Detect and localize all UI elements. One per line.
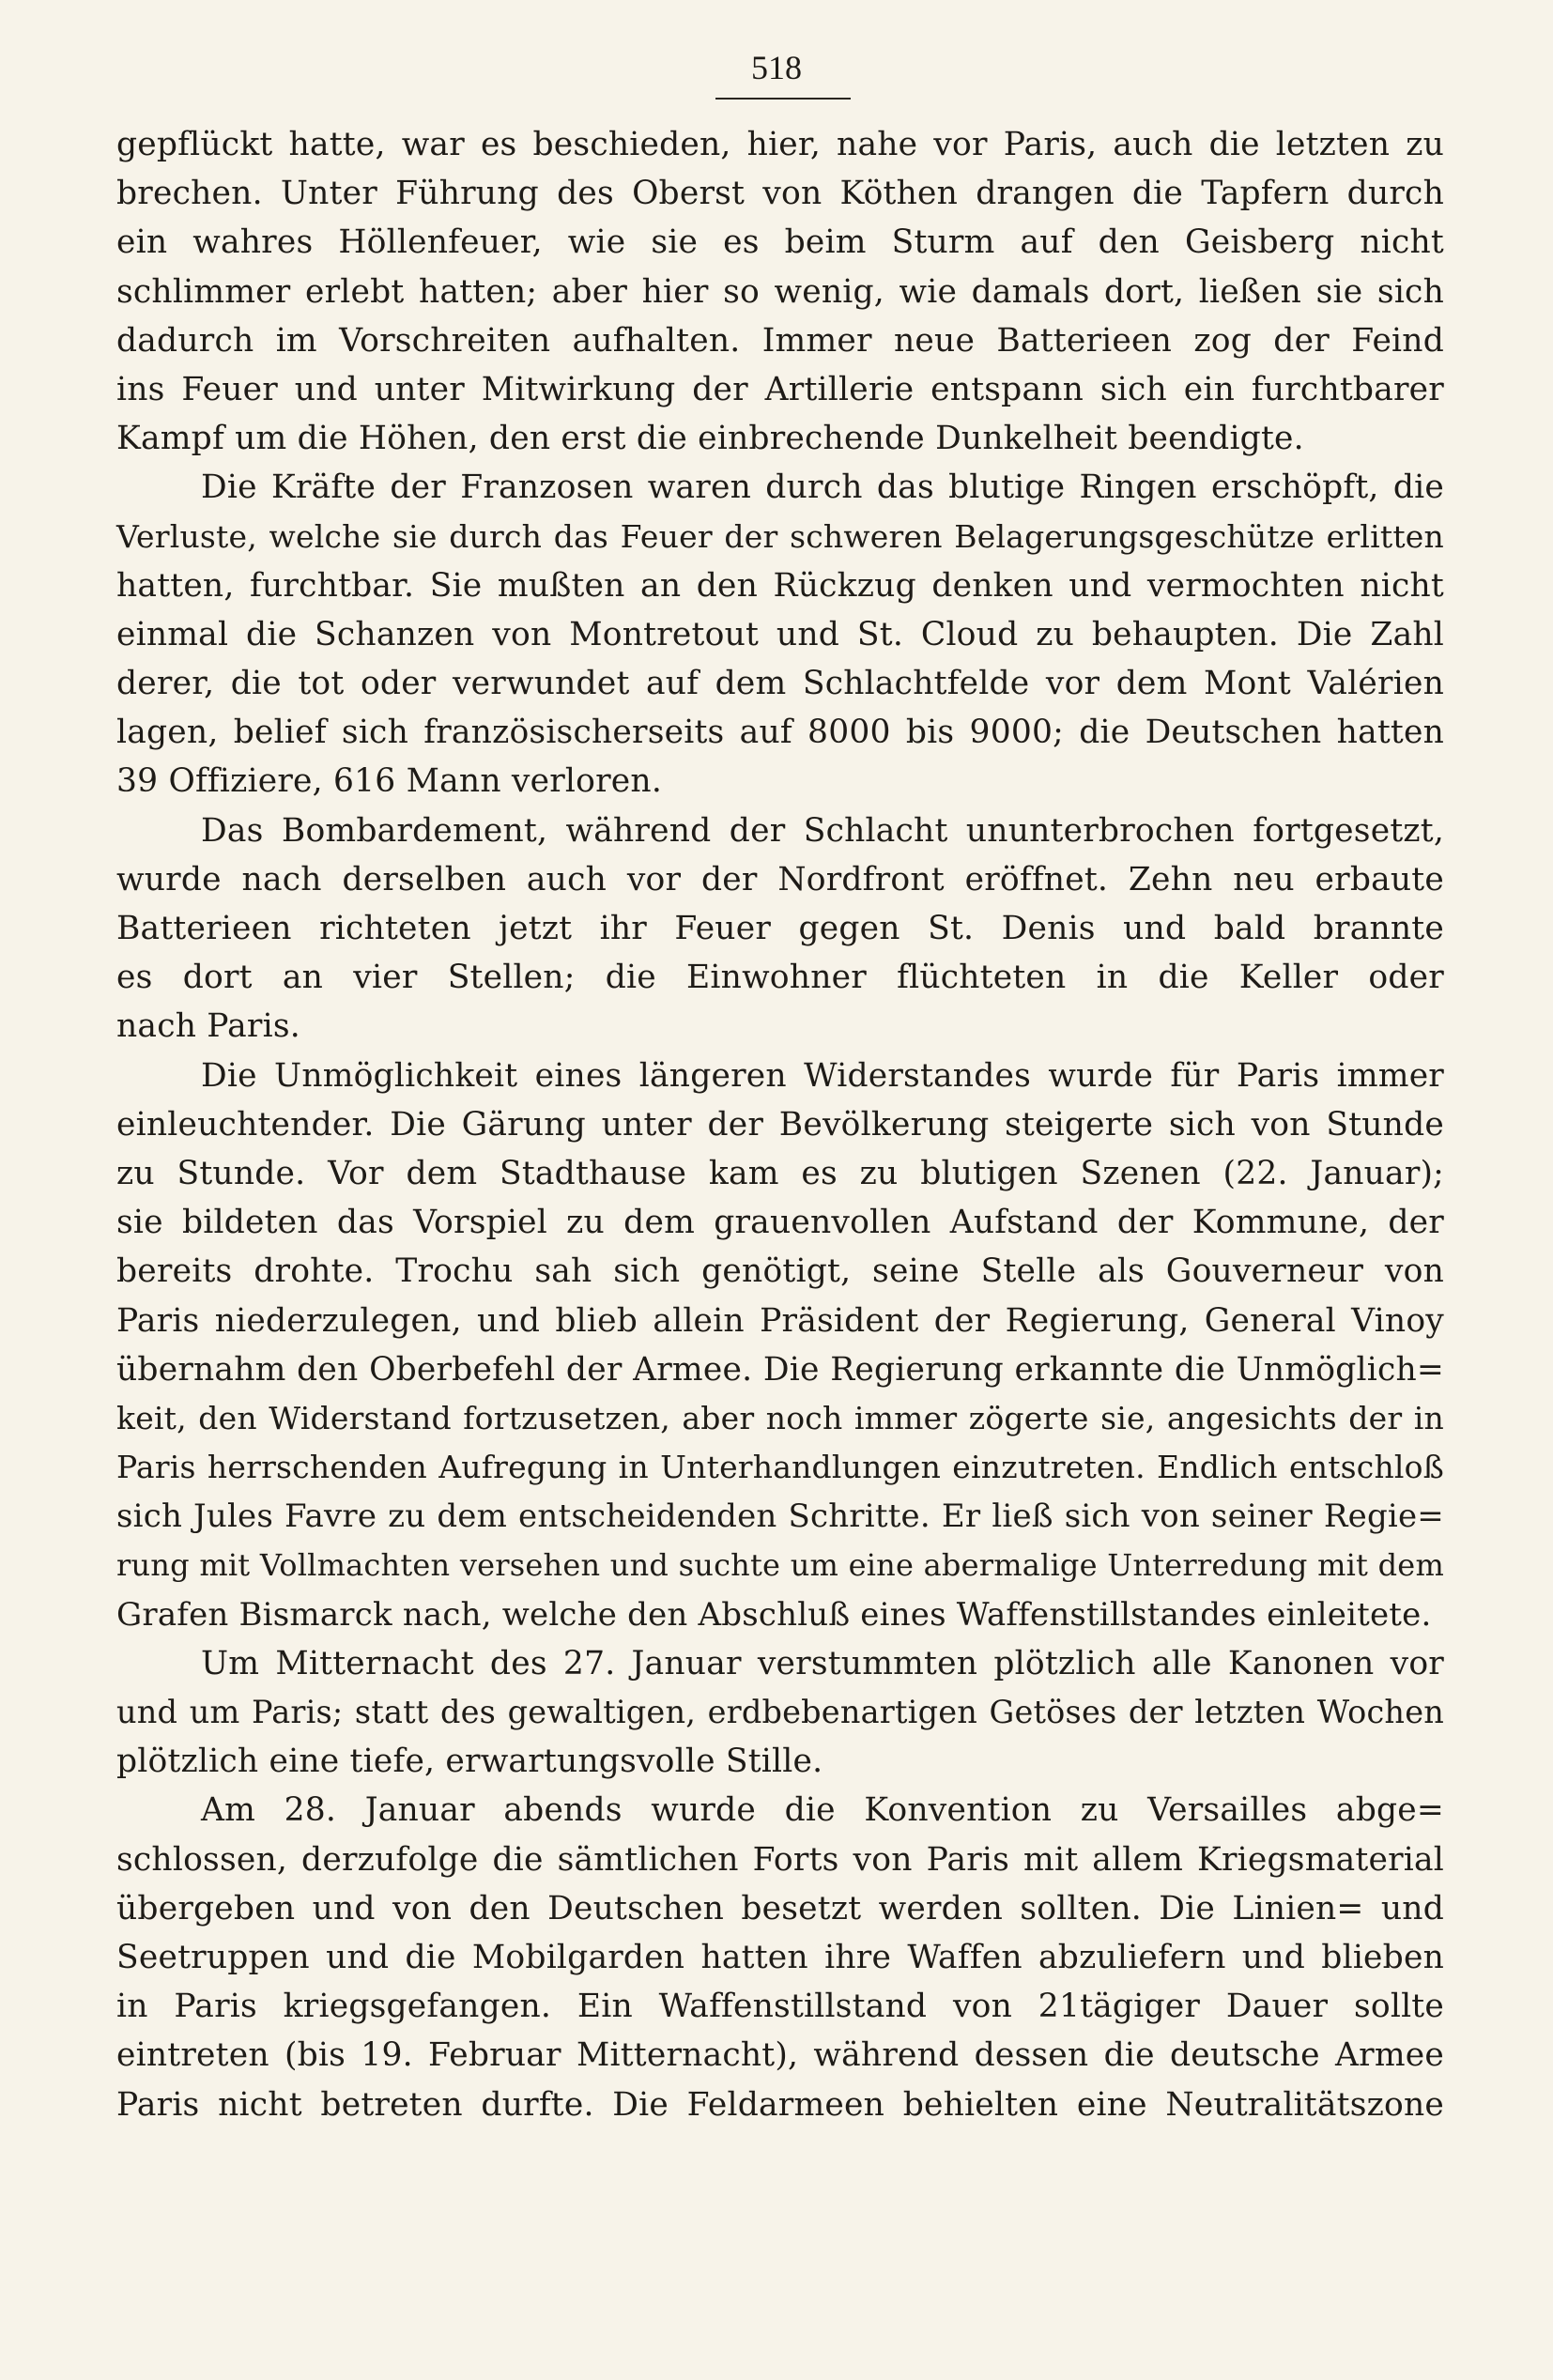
text-line: gepflückt hatte, war es beschieden, hier, nahe vor Paris, auch die letzten zu xyxy=(116,126,1444,163)
paragraph xyxy=(116,806,1444,1052)
text-line: plötzlich eine tiefe, erwartungsvolle Stille. xyxy=(116,1743,823,1781)
text-line: Seetruppen und die Mobilgarden hatten ihre Waffen abzuliefern und blieben xyxy=(116,1938,1444,1976)
text-line: Grafen Bismarck nach, welche den Abschluß eines Waffenstillstandes einleitete. xyxy=(116,1595,1432,1634)
text-line: nach Paris. xyxy=(116,1007,300,1046)
text-line: und um Paris; statt des gewaltigen, erdbebenartigen Getöses der letzten Wochen xyxy=(116,1694,1444,1730)
text-line: Kampf um die Höhen, den erst die einbrechende Dunkelheit beendigte. xyxy=(116,420,1304,458)
text-line: schlossen, derzufolge die sämtlichen Forts von Paris mit allem Kriegsmaterial xyxy=(116,1840,1444,1879)
text-line: bereits drohte. Trochu sah sich genötigt, seine Stelle als Gouverneur von xyxy=(116,1252,1444,1291)
text-line: einmal die Schanzen von Montretout und St. Cloud zu behaupten. Die Zahl xyxy=(116,615,1444,653)
text-line: ins Feuer und unter Mitwirkung der Artillerie entspann sich ein furchtbarer xyxy=(116,370,1444,408)
paragraph xyxy=(116,463,1444,806)
text-line: zu Stunde. Vor dem Stadthause kam es zu blutigen Szenen (22. Januar); xyxy=(116,1154,1444,1192)
text-line: schlimmer erlebt hatten; aber hier so wenig, wie damals dort, ließen sie sich xyxy=(116,272,1444,311)
text-line: sich Jules Favre zu dem entscheidenden Schritte. Er ließ sich von seiner Regie= xyxy=(116,1497,1444,1536)
text-line: Verluste, welche sie durch das Feuer der schweren Belagerungsgeschütze erlitten xyxy=(116,517,1444,555)
text-line: Paris niederzulegen, und blieb allein Präsident der Regierung, General Vinoy xyxy=(116,1301,1444,1340)
text-line: lagen, belief sich französischerseits auf 8000 bis 9000; die Deutschen hatten xyxy=(116,714,1444,752)
text-line: ein wahres Höllenfeuer, wie sie es beim Sturm auf den Geisberg nicht xyxy=(116,223,1444,262)
text-line: Paris nicht betreten durfte. Die Feldarmeen behielten eine Neutralitätszone xyxy=(116,2085,1444,2124)
text-line: Um Mitternacht des 27. Januar verstummten plötzlich alle Kanonen vor xyxy=(201,1644,1444,1682)
text-line: rung mit Vollmachten versehen und suchte um eine abermalige Unterredung mit dem xyxy=(116,1547,1444,1584)
text-line: Die Kräfte der Franzosen waren durch das blutige Ringen erschöpft, die xyxy=(201,468,1444,507)
text-line: dadurch im Vorschreiten aufhalten. Immer neue Batterieen zog der Feind xyxy=(116,321,1444,360)
text-line: Batterieen richteten jetzt ihr Feuer gegen St. Denis und bald brannte xyxy=(116,910,1444,947)
text-line: einleuchtender. Die Gärung unter der Bevölkerung steigerte sich von Stunde xyxy=(116,1105,1444,1144)
text-line: Die Unmöglichkeit eines längeren Widerstandes wurde für Paris immer xyxy=(201,1056,1444,1095)
text-line: brechen. Unter Führung des Oberst von Köthen drangen die Tapfern durch xyxy=(116,175,1444,213)
text-line: derer, die tot oder verwundet auf dem Schlachtfelde vor dem Mont Valérien xyxy=(116,665,1444,703)
text-line: Das Bombardement, während der Schlacht ununterbrochen fortgesetzt, xyxy=(201,811,1444,850)
text-line: in Paris kriegsgefangen. Ein Waffenstillstand von 21tägiger Dauer sollte xyxy=(116,1988,1444,2026)
text-line: übergeben und von den Deutschen besetzt werden sollten. Die Linien= und xyxy=(116,1889,1444,1927)
paragraph xyxy=(116,1052,1444,1639)
page-number: 518 xyxy=(751,49,802,86)
text-line: eintreten (bis 19. Februar Mitternacht), während dessen die deutsche Armee xyxy=(116,2036,1444,2075)
text-line: 39 Offiziere, 616 Mann verloren. xyxy=(116,762,663,801)
text-line: hatten, furchtbar. Sie mußten an den Rückzug denken und vermochten nicht xyxy=(116,566,1444,605)
paragraph xyxy=(116,1639,1444,1787)
text-line: Paris herrschenden Aufregung in Unterhandlungen einzutreten. Endlich entschloß xyxy=(116,1449,1444,1486)
header-rule xyxy=(715,98,851,100)
paragraph xyxy=(116,1786,1444,2128)
text-line: keit, den Widerstand fortzusetzen, aber noch immer zögerte sie, angesichts der in xyxy=(116,1399,1444,1436)
text-line: sie bildeten das Vorspiel zu dem grauenvollen Aufstand der Kommune, der xyxy=(116,1204,1444,1242)
text-line: übernahm den Oberbefehl der Armee. Die Regierung erkannte die Unmöglich= xyxy=(116,1350,1444,1389)
text-line: wurde nach derselben auch vor der Nordfront eröffnet. Zehn neu erbaute xyxy=(116,860,1444,898)
text-line: es dort an vier Stellen; die Einwohner flüchteten in die Keller oder xyxy=(116,959,1444,997)
paragraph xyxy=(116,120,1444,463)
body-text xyxy=(116,120,1444,2129)
text-line: Am 28. Januar abends wurde die Konvention zu Versailles abge= xyxy=(201,1791,1444,1830)
